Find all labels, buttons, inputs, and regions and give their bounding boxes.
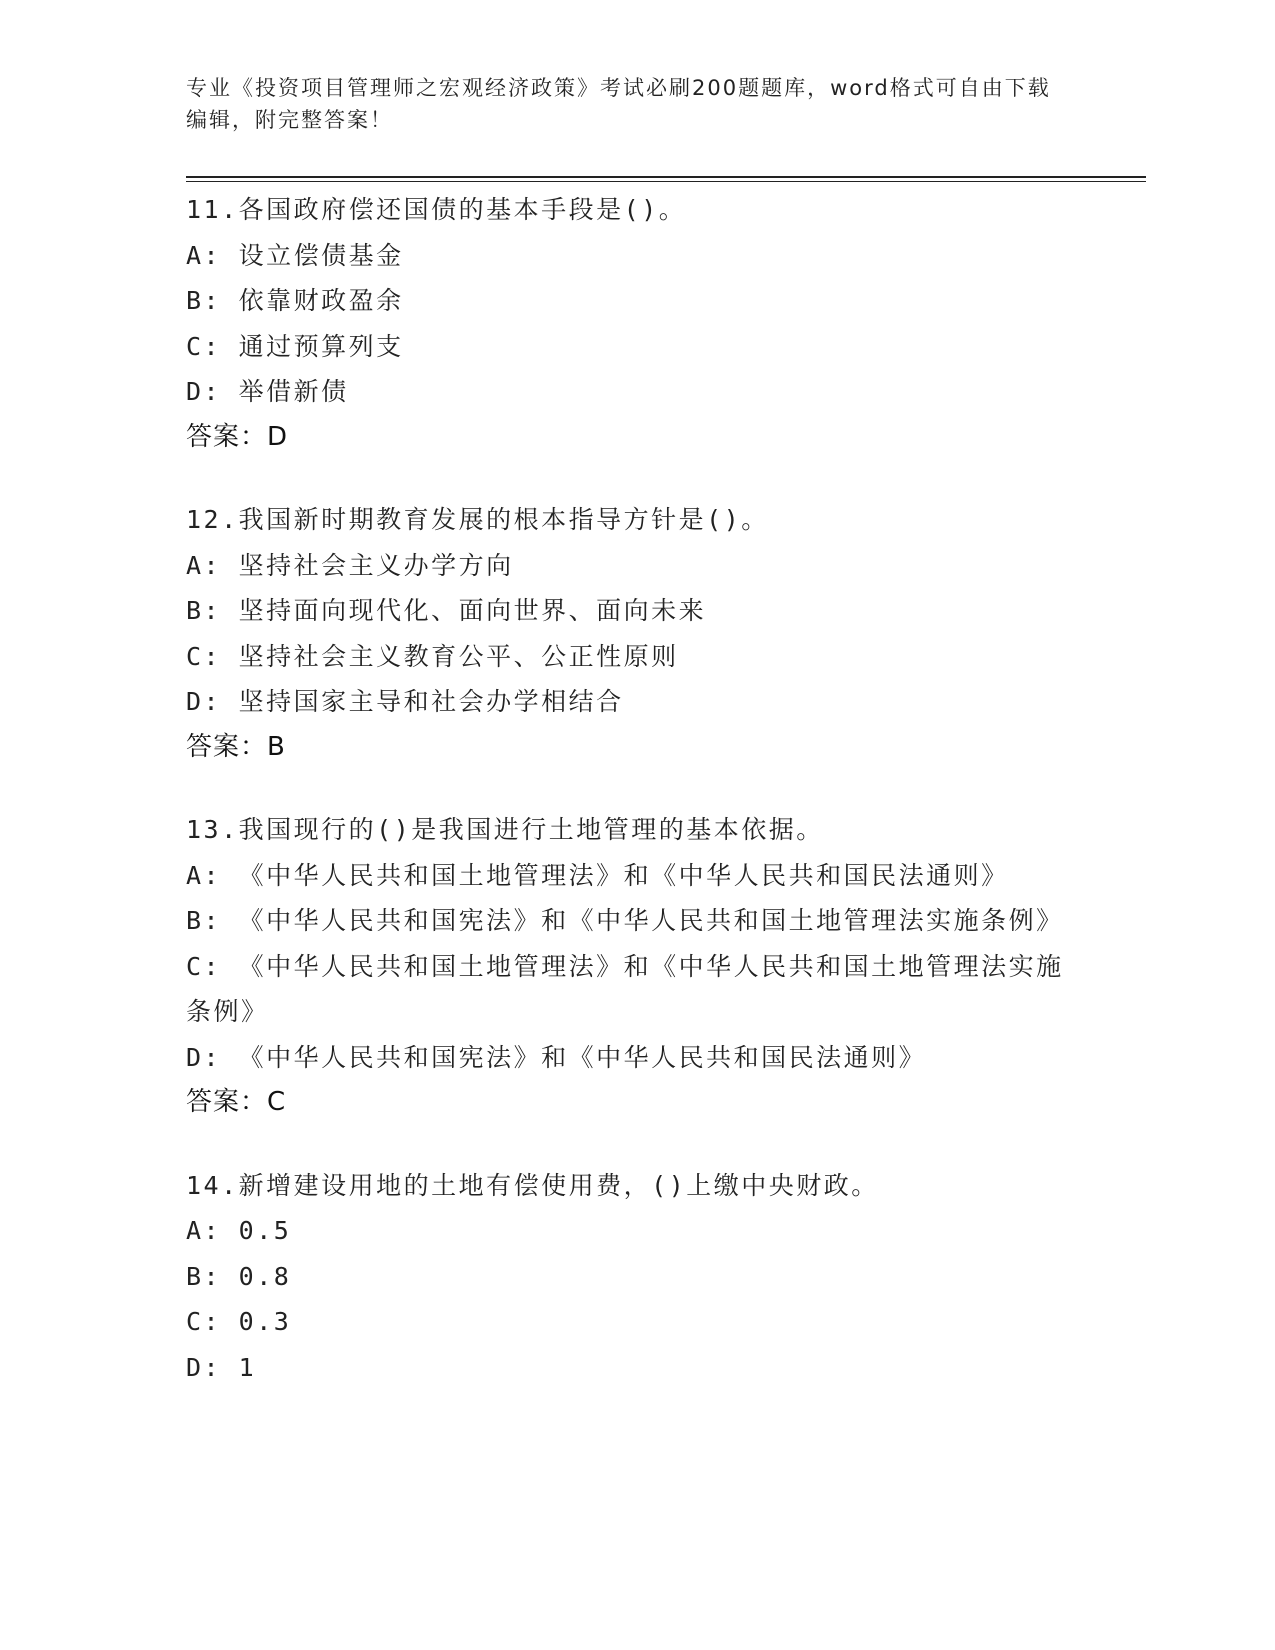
option-b: B: 坚持面向现代化、面向世界、面向未来 (186, 596, 707, 625)
option-c: C: 《中华人民共和国土地管理法》和《中华人民共和国土地管理法实施条例》 (186, 951, 1064, 1026)
question-text: 13.我国现行的()是我国进行土地管理的基本依据。 (186, 815, 824, 844)
option-a: A: 0.5 (186, 1216, 292, 1245)
answer-text: 答案：B (186, 731, 286, 762)
header-divider (186, 176, 1146, 178)
option-c: C: 通过预算列支 (186, 331, 404, 361)
header-divider-thin (186, 181, 1146, 182)
question-block-14 (186, 1163, 1086, 1391)
question-text: 12.我国新时期教育发展的根本指导方针是()。 (186, 505, 769, 534)
option-a: A: 《中华人民共和国土地管理法》和《中华人民共和国民法通则》 (186, 860, 1009, 890)
question-block-11 (186, 187, 1086, 460)
option-a: A: 坚持社会主义办学方向 (186, 550, 514, 580)
document-header: 专业《投资项目管理师之宏观经济政策》考试必刷200题题库，word格式可自由下载编辑，附完整答案！ (186, 76, 1051, 132)
question-list (186, 187, 1086, 1427)
option-b: B: 依靠财政盈余 (186, 286, 404, 315)
option-d: D: 《中华人民共和国宪法》和《中华人民共和国民法通则》 (186, 1042, 927, 1072)
answer-text: 答案：C (186, 1087, 287, 1117)
option-d: D: 举借新债 (186, 377, 349, 406)
answer-text: 答案：D (186, 421, 289, 452)
question-block-13 (186, 807, 1086, 1126)
option-c: C: 0.3 (186, 1307, 292, 1336)
option-c: C: 坚持社会主义教育公平、公正性原则 (186, 641, 679, 671)
option-d: D: 1 (186, 1352, 257, 1382)
question-block-12 (186, 497, 1086, 770)
option-a: A: 设立偿债基金 (186, 240, 404, 270)
option-b: B: 《中华人民共和国宪法》和《中华人民共和国土地管理法实施条例》 (186, 906, 1064, 935)
question-text: 11.各国政府偿还国债的基本手段是()。 (186, 195, 687, 224)
option-d: D: 坚持国家主导和社会办学相结合 (186, 687, 624, 716)
question-text: 14.新增建设用地的土地有偿使用费，()上缴中央财政。 (186, 1170, 879, 1200)
option-b: B: 0.8 (186, 1261, 292, 1291)
